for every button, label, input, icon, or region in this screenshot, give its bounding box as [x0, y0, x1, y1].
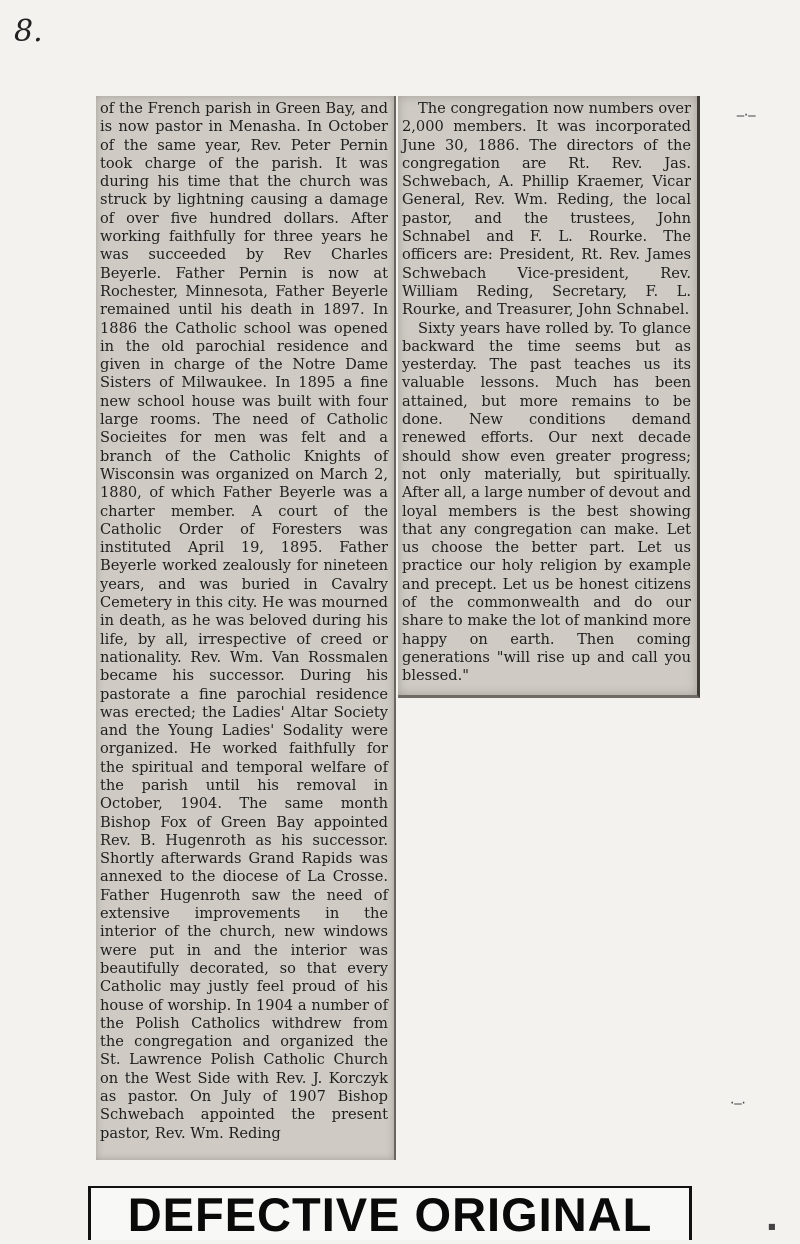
newspaper-column-right — [398, 96, 700, 698]
newspaper-column-left — [96, 96, 396, 1160]
page-number: 8. — [14, 14, 43, 49]
scan-speck: ‒‧‒ — [736, 108, 756, 124]
scan-speck: ■ — [768, 1222, 776, 1231]
scan-speck: ‧‒‧ — [730, 1096, 745, 1112]
column-left-paragraph-1: of the French parish in Green Bay, and is now pastor in Menasha. In October of the same year, Rev. Peter Pernin took charge of the parish. It was during his time that the church was struck by lightning causing a damage of over five hundred dollars. After working faithfully for three years he was succeeded by Rev Charles Beyerle. Father Pernin is now at Rochester, Minnesota, Father Beyerle remained until his death in 1897. In 1886 the Catholic school was opened in the old parochial residence and given in charge of the Notre Dame Sisters of Milwaukee. In 1895 a fine new school house was built with four large rooms. The need of Catholic Socieites for men was felt and a branch of the Catholic Knights of Wisconsin was organized on March 2, 1880, of which Father Beyerle was a charter member. A court of the Catholic Order of Foresters was instituted April 19, 1895. Father Beyerle worked zealously for nineteen years, and was buried in Cavalry Cemetery in this city. He was mourned in death, as he was beloved during his life, by all, irrespective of creed or nationality. Rev. Wm. Van Rossmalen became his successor. During his pastorate a fine parochial residence was erected; the Ladies' Altar Society and the Young Ladies' Sodality were organized. He worked faithfully for the spiritual and temporal welfare of the parish until his removal in October, 1904. The same month Bishop Fox of Green Bay appointed Rev. B. Hugenroth as his successor. Shortly afterwards Grand Rapids was annexed to the diocese of La Crosse. Father Hugenroth saw the need of extensive improvements in the interior of the church, new windows were put in and the interior was beautifully decorated, so that every Catholic may justly feel proud of his house of worship. In 1904 a number of the Polish Catholics withdrew from the congregation and organized the St. Lawrence Polish Catholic Church on the West Side with Rev. J. Korczyk as pastor. On July of 1907 Bishop Schwebach appointed the present pastor, Rev. Wm. Reding — [100, 100, 388, 1142]
column-right-paragraph-1: The congregation now numbers over 2,000 members. It was incorporated June 30, 1886. The directors of the congregation are Rt. Rev. Jas. Schwebach, A. Phillip Kraemer, Vicar General, Rev. Wm. Reding, the local pastor, and the trustees, John Schnabel and F. L. Rourke. The officers are: President, Rt. Rev. James Schwebach Vice-president, Rev. William Reding, Secretary, F. L. Rourke, and Treasurer, John Schnabel. — [402, 100, 691, 319]
defective-original-stamp: DEFECTIVE ORIGINAL — [88, 1186, 692, 1240]
column-right-paragraph-2: Sixty years have rolled by. To glance backward the time seems but as yesterday. The past teaches us its valuable lessons. Much has been attained, but more remains to be done. New conditions demand renewed efforts. Our next decade should show even greater progress; not only materially, but spiritually. After all, a large number of devout and loyal members is the best showing that any congregation can make. Let us choose the better part. Let us practice our holy religion by example and precept. Let us be honest citizens of the commonwealth and do our share to make the lot of mankind more happy on earth. Then coming generations "will rise up and call you blessed." — [402, 319, 691, 685]
